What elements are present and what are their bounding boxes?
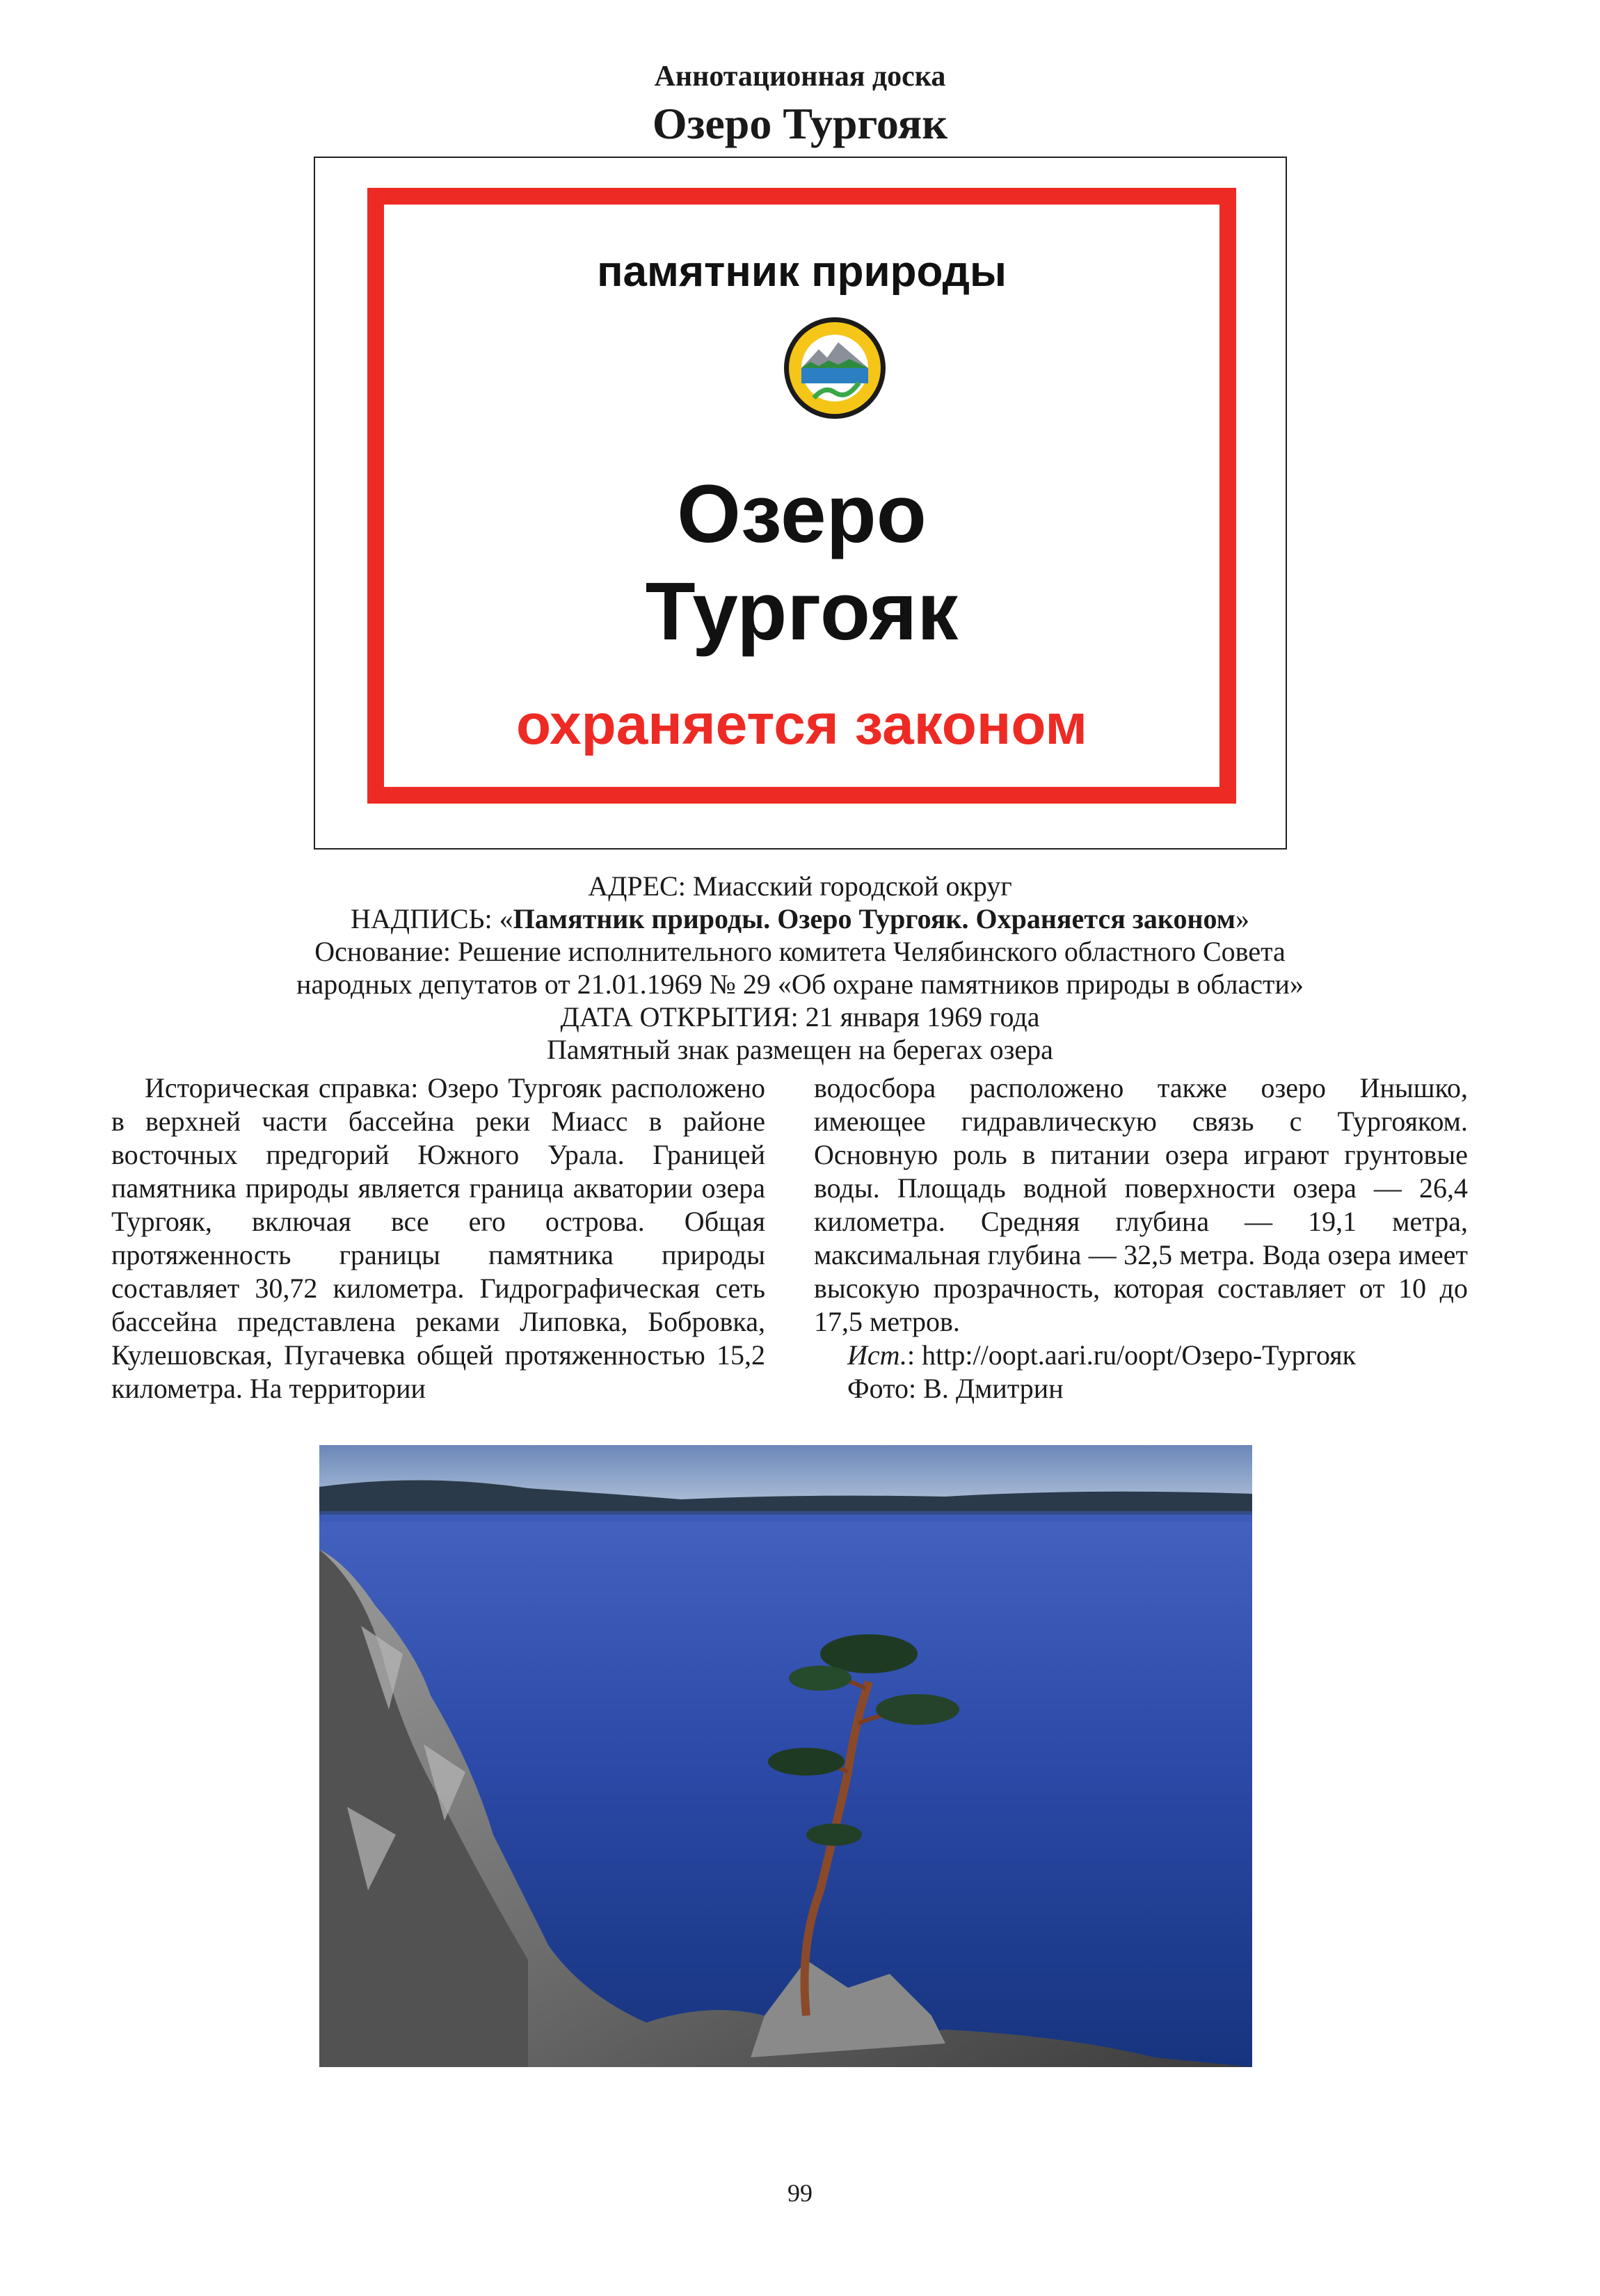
inscription-text: Памятник природы. Озеро Тургояк. Охраняется законом (513, 903, 1235, 934)
article-paragraph-continued: водосбора расположено также озеро Инышко, имеющее гидравлическую связь с Тургояком. Основную роль в питании озера играют грунтовые воды. Площадь водной поверхности озера — 26,4 километра. Средняя глубина — 19,1 метра, максимальная глубина — 32,5 метра. Вода озера имеет высокую прозрачность, которая составляет от 10 до 17,5 метров. (814, 1072, 1468, 1337)
sign-lake-name-line2: Тургояк (645, 566, 959, 657)
opening-date-line: ДАТА ОТКРЫТИЯ: 21 января 1969 года (560, 1001, 1040, 1033)
inscription-line: НАДПИСЬ: «Памятник природы. Озеро Тургояк. Охраняется законом» (351, 903, 1249, 934)
protected-territories-emblem-icon (783, 316, 887, 420)
monument-info (0, 870, 1600, 1066)
page-number: 99 (787, 2179, 813, 2207)
header-kicker: Аннотационная доска (654, 61, 946, 93)
sign-lake-name-line1: Озеро (677, 468, 927, 560)
basis-line-2: народных депутатов от 21.01.1969 № 29 «Об охране памятников природы в области» (296, 968, 1304, 1000)
sign-subtitle: памятник природы (597, 248, 1007, 296)
photo-credit: Фото: В. Дмитрин (847, 1373, 1064, 1404)
source-line: Ист.: http://oopt.aari.ru/oopt/Озеро-Тургояк (847, 1339, 1357, 1371)
sign-protected-by-law: охраняется законом (515, 693, 1088, 756)
basis-line-1: Основание: Решение исполнительного комитета Челябинского областного Совета (314, 936, 1286, 967)
page-title: Озеро Тургояк (652, 99, 948, 148)
article-column-right (814, 1071, 1468, 1405)
source-url: : http://oopt.aari.ru/oopt/Озеро-Тургояк (907, 1339, 1357, 1371)
article-paragraph: Историческая справка: Озеро Тургояк расположено в верхней части бассейна реки Миасс в районе восточных предгорий Южного Урала. Границей памятника природы является граница акватории озера Тургояк, включая все его острова. Общая протяженность границы памятника природы составляет 30,72 километра. Гидрографическая сеть бассейна представлена реками Липовка, Бобровка, Кулешовская, Пугачевка общей протяженностью 15,2 километра. На территории (111, 1072, 765, 1404)
article-column-left (111, 1071, 765, 1405)
placement-line: Памятный знак размещен на берегах озера (547, 1034, 1053, 1065)
address-line: АДРЕС: Миасский городской округ (588, 870, 1012, 902)
lake-photo (319, 1445, 1252, 2067)
opening-date: 21 января 1969 года (805, 1001, 1040, 1033)
sign-board (367, 188, 1236, 804)
